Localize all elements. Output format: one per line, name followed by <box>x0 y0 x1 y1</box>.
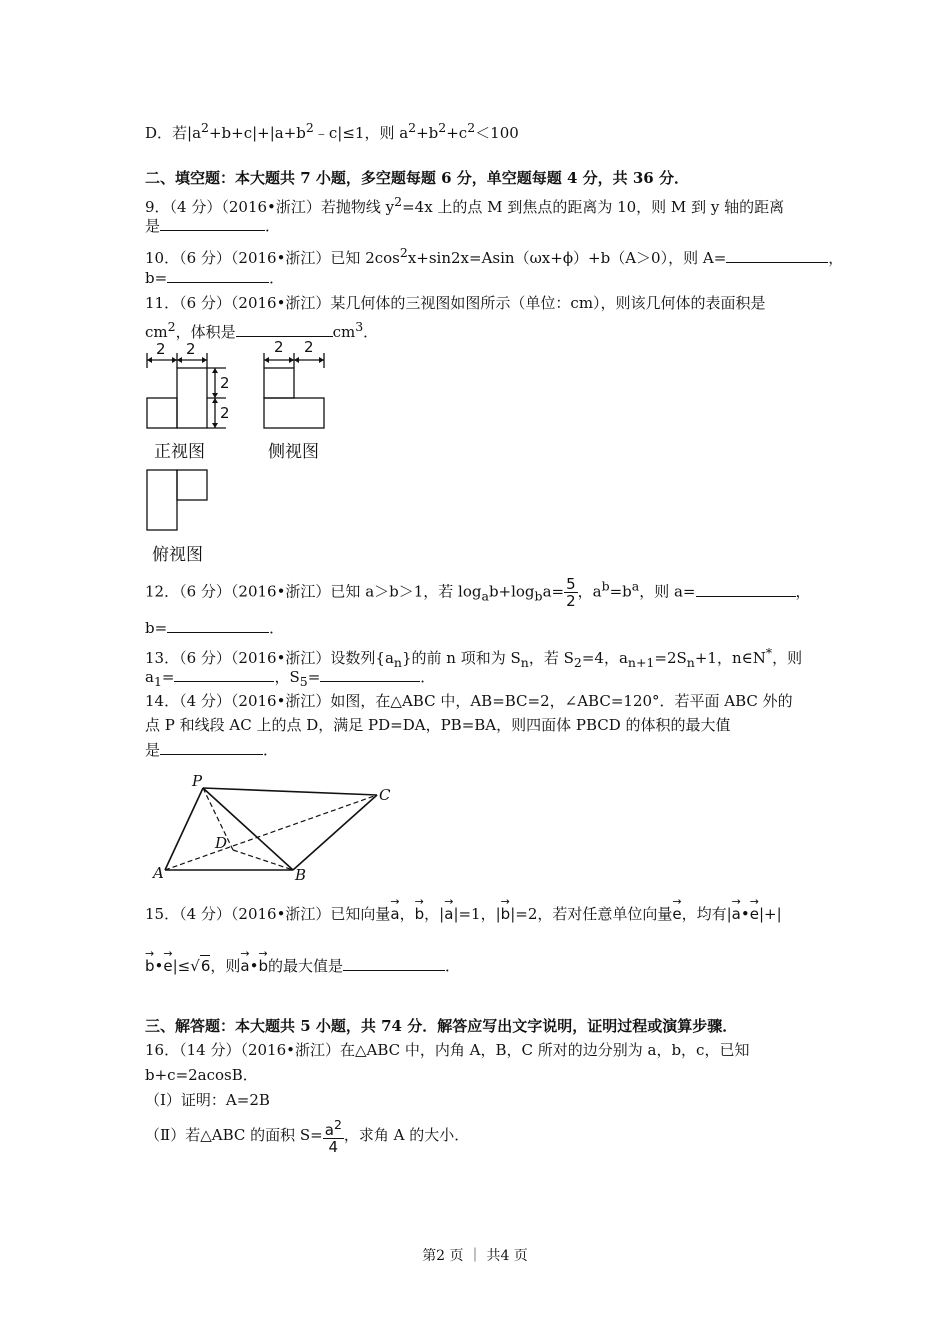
edge-pc <box>203 788 377 795</box>
q16-line1: 16．（14 分）（2016•浙江）在△ABC 中，内角 A，B，C 所对的边分别为 a，b，c，已知 <box>145 1041 750 1059</box>
answer-blank <box>160 216 265 231</box>
dim-label: 2 <box>220 404 230 422</box>
q16-line2: b+c=2acosB． <box>145 1066 258 1084</box>
q11-line1: 11．（6 分）（2016•浙江）某几何体的三视图如图所示（单位：cm），则该几何体的表面积是 <box>145 294 766 312</box>
top-view-right-block <box>177 470 207 500</box>
edge-db-dashed <box>233 850 293 870</box>
answer-blank <box>343 956 445 971</box>
dim-label: 2 <box>156 340 166 358</box>
q15-line1: 15．（4 分）（2016•浙江）已知向量→ a，→ b，|→ a|=1，|→ b|=2，若对任意单位向量→ e，均有|→ a•→ e|+| <box>145 904 782 924</box>
dim-label: 2 <box>220 374 230 392</box>
answer-blank <box>167 268 269 283</box>
answer-blank <box>167 618 269 633</box>
top-view-label: 俯视图 <box>152 545 203 565</box>
side-view-label: 侧视图 <box>268 442 319 462</box>
side-view-bottom-block <box>264 398 324 428</box>
q14-line2: 点 P 和线段 AC 上的点 D，满足 PD=DA，PB=BA，则四面体 PBCD 的体积的最大值 <box>145 716 731 734</box>
dim-label: 2 <box>304 338 314 356</box>
answer-blank <box>174 667 274 682</box>
q8-option-d: D．若$|a^2+b+c|+|a+b^2﹣c|\le 1$，则 $a^2+b^2+c^2<100$ <box>145 120 519 142</box>
q13-line2: $a_1=$ ，$S_5=$ ． <box>145 668 436 689</box>
edge-pa <box>165 788 203 870</box>
dim-label: 2 <box>186 340 196 358</box>
answer-blank <box>320 667 420 682</box>
edge-bc <box>293 795 377 870</box>
point-c-label: C <box>379 786 391 804</box>
five-halves-fraction: $\frac{5}{2}$ <box>566 575 576 610</box>
q12-line2: b= ． <box>145 619 285 637</box>
q14-line1: 14．（4 分）（2016•浙江）如图，在△ABC 中，AB=BC=2，∠ABC=120°．若平面 ABC 外的 <box>145 692 793 710</box>
edge-ac-dashed <box>165 795 377 870</box>
section2-title: 二、填空题：本大题共 7 小题，多空题每题 6 分，单空题每题 4 分，共 36 分． <box>145 169 689 187</box>
answer-blank <box>726 248 828 263</box>
q9-line2: 是 ． <box>145 217 281 235</box>
tetrahedron-figure <box>145 768 405 888</box>
q11-line2: $cm^2$，体积是 $cm^3$． <box>145 319 379 341</box>
front-view-right-block <box>177 368 207 428</box>
q12-line1: 12．（6 分）（2016•浙江）已知 a＞b＞1，若 $\log_ab+\log_ba=$ $\frac{5}{2}$ ，$a^b=b^a$，则 a= ， <box>145 575 811 610</box>
side-view-top-block <box>264 368 294 398</box>
q16-part1: （Ⅰ）证明：A=2B <box>145 1091 270 1109</box>
top-view-left-block <box>147 470 177 530</box>
answer-blank <box>696 582 796 597</box>
front-view-left-block <box>147 398 177 428</box>
q13-line1: 13．（6 分）（2016•浙江）设数列$\{a_n\}$的前 n 项和为 $S_n$，若 $S_2=4$，$a_{n+1}=2S_n+1$，n∈N*，则 <box>145 645 803 670</box>
q14-line3: 是 ． <box>145 741 279 759</box>
answer-blank <box>160 740 263 755</box>
dim-label: 2 <box>274 338 284 356</box>
three-view-figure <box>140 335 340 570</box>
q10-line1: 10．（6 分）（2016•浙江）已知 $2\cos^2x+\sin 2x=Asin(\omega x+\phi)+b(A>0)$，则 A= ， <box>145 245 844 267</box>
point-b-label: B <box>295 866 307 884</box>
q10-line2: b= ． <box>145 269 285 287</box>
q16-part2: （Ⅱ）若△ABC 的面积 S= $\frac{a^2}{4}$ ，求角 A 的大小． <box>145 1117 470 1156</box>
sqrt-symbol: √ <box>190 957 200 975</box>
area-fraction: $\frac{a^2}{4}$ <box>324 1117 342 1156</box>
point-a-label: A <box>153 864 164 882</box>
point-p-label: P <box>192 772 203 790</box>
section3-title: 三、解答题：本大题共 5 小题，共 74 分．解答应写出文字说明，证明过程或演算步骤． <box>145 1017 738 1035</box>
q15-line2: → b•→ e|≤√6，则→ a•→ b的最大值是 ． <box>145 955 460 976</box>
front-view-label: 正视图 <box>154 442 205 462</box>
page-footer: 第2 页 ｜ 共4 页 <box>422 1248 528 1264</box>
q9-line1: 9．（4 分）（2016•浙江）若抛物线 $y^2=4x$ 上的点 M 到焦点的距离为 10，则 M 到 y 轴的距离 <box>145 194 785 216</box>
point-d-label: D <box>215 834 228 852</box>
